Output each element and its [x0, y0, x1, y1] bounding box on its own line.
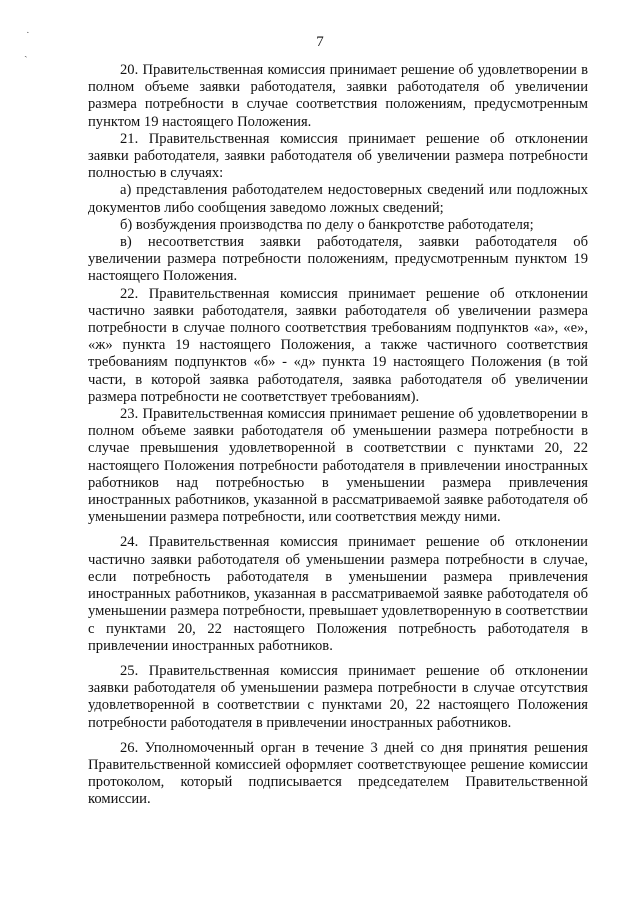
- subparagraph-v: в) несоответствия заявки работодателя, заявки работодателя об увеличении размера потребности положениям, предусмотренным пунктом 19 настоящего Положения.: [88, 234, 588, 285]
- paragraph-25: 25. Правительственная комиссия принимает решение об отклонении заявки работодателя об уменьшении размера потребности в случае отсутствия удовлетворенной в соответствии с пунктами 20, 22 настоящего Положения потребности работодателя в привлечении иностранных работников.: [88, 662, 588, 731]
- paragraph-20: 20. Правительственная комиссия принимает решение об удовлетворении в полном объеме заявки работодателя, заявки работодателя об увеличении размера потребности в случае соответствия положениям, предусмотренным пунктом 19 настоящего Положения.: [88, 62, 588, 130]
- paragraph-22: 22. Правительственная комиссия принимает решение об отклонении частично заявки работодателя, заявки работодателя об увеличении размера потребности в случае полного соответствия требованиям подпунктов «а», «е», «ж» пункта 19 настоящего Положения, а также частичного соответствия требованиям подпунктов «б» - «д» пункта 19 настоящего Положения (в той части, в которой заявка работодателя, заявка работодателя об увеличении размера потребности не соответствует требованиям).: [88, 285, 588, 405]
- paragraph-24: 24. Правительственная комиссия принимает решение об отклонении частично заявки работодателя об уменьшении размера потребности в случае, если потребность работодателя в уменьшении размера привлечения иностранных работников, указанная в рассматриваемой заявке работодателя об уменьшении размера потребности, превышает удовлетворенную в соответствии с пунктами 20, 22 настоящего Положения потребность работодателя в привлечении иностранных работников.: [88, 534, 588, 654]
- paragraph-21: 21. Правительственная комиссия принимает решение об отклонении заявки работодателя, заявки работодателя об увеличении размера потребности полностью в случаях:: [88, 130, 588, 182]
- document-body: [88, 62, 588, 809]
- paragraph-26: 26. Уполномоченный орган в течение 3 дней со дня принятия решения Правительственной комиссией оформляет соответствующее решение комиссии протоколом, который подписывается председателем Правительственной комиссии.: [88, 739, 588, 808]
- subparagraph-b: б) возбуждения производства по делу о банкротстве работодателя;: [120, 216, 534, 233]
- scan-speck: ˏ: [24, 46, 28, 58]
- subparagraph-a: а) представления работодателем недостоверных сведений или подложных документов либо сообщения заведомо ложных сведений;: [88, 182, 588, 216]
- scan-speck: ˙: [26, 30, 30, 42]
- paragraph-23: 23. Правительственная комиссия принимает решение об удовлетворении в полном объеме заявки работодателя об уменьшении размера потребности в случае превышения удовлетворенной в соответствии с пунктами 20, 22 настоящего Положения потребности работодателя в привлечении иностранных работников над потребностью в уменьшении размера привлечения иностранных работников, указанной в рассматриваемой заявке работодателя об уменьшении размера потребности, или соответствия между ними.: [88, 406, 588, 526]
- page-number: 7: [316, 34, 324, 50]
